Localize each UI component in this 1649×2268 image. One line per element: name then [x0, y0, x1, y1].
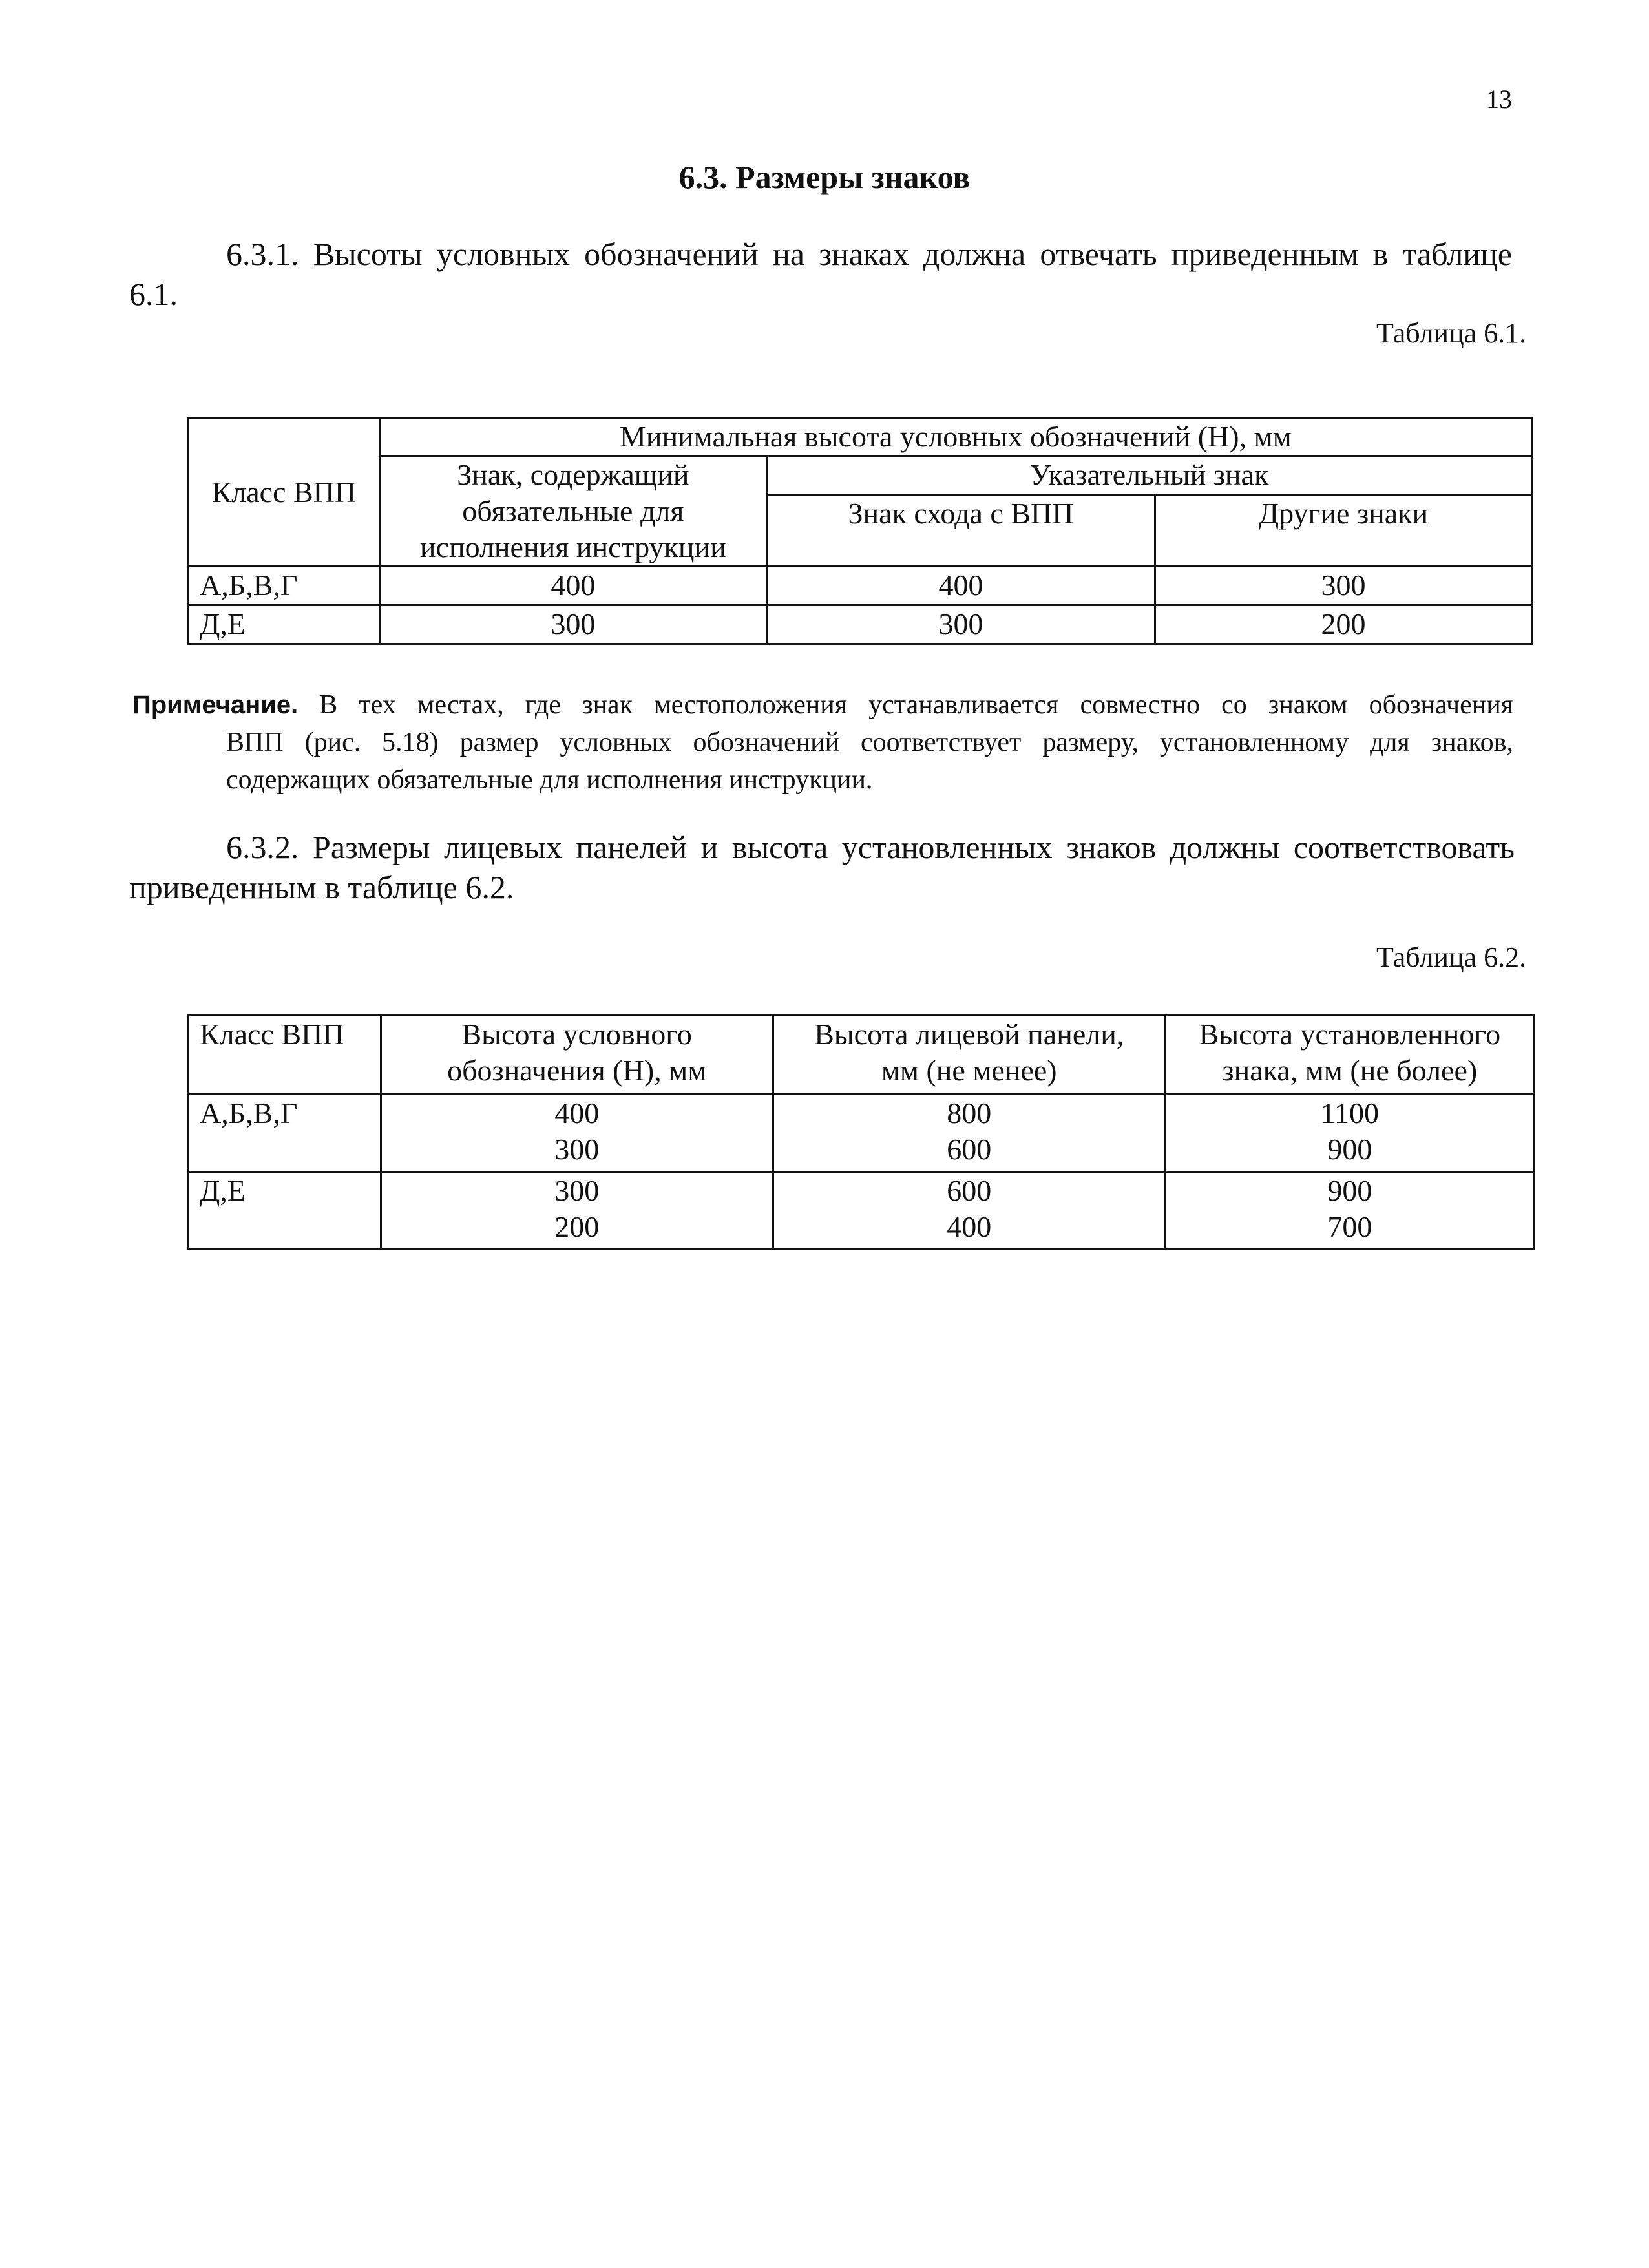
table-6-2-cell-symbol — [381, 1172, 773, 1250]
table-6-2 — [187, 1014, 1535, 1250]
table-6-2-value: 900 — [1327, 1133, 1372, 1166]
table-6-2-header-class: Класс ВПП — [189, 1016, 381, 1095]
note-text-line1: В тех местах, где знак местоположения устанавливается совместно со знаком обозначения — [319, 690, 1514, 720]
table-6-2-value: 200 — [554, 1210, 600, 1243]
table-6-1-cell-other: 200 — [1155, 605, 1531, 644]
table-6-1-cell-exit: 400 — [766, 567, 1155, 605]
table-6-2-value: 700 — [1327, 1210, 1372, 1243]
table-6-1-cell-exit: 300 — [766, 605, 1155, 644]
table-6-2-cell-sign — [1165, 1172, 1534, 1250]
table-6-2-header-panel-line2: мм (не менее) — [881, 1054, 1057, 1087]
note-line1 — [132, 686, 1513, 724]
table-6-2-header-sign-line1: Высота установленного — [1199, 1018, 1501, 1051]
note-text-line3: содержащих обязательные для исполнения инструкции. — [226, 765, 873, 795]
note-text-line2: ВПП (рис. 5.18) размер условных обозначений соответствует размеру, установленному для знаков, — [226, 728, 1513, 757]
table-6-2-value: 400 — [947, 1210, 992, 1243]
table-6-2-header-symbol-line1: Высота условного — [461, 1018, 692, 1051]
table-6-1-cell-other: 300 — [1155, 567, 1531, 605]
table-6-2-cell-class: А,Б,В,Г — [189, 1095, 381, 1172]
table-6-2-cell-class: Д,Е — [189, 1172, 381, 1250]
table-6-1-cell-mandatory: 300 — [379, 605, 766, 644]
table-6-2-value: 300 — [554, 1133, 600, 1166]
table-6-2-header-panel-line1: Высота лицевой панели, — [814, 1018, 1124, 1051]
table-6-1-header-min-height: Минимальная высота условных обозначений (Н), мм — [379, 418, 1531, 456]
table-6-2-header-symbol — [381, 1016, 773, 1095]
table-6-2-cell-panel — [773, 1172, 1165, 1250]
table-6-2-cell-symbol — [381, 1095, 773, 1172]
paragraph-6-3-1-line1: 6.3.1. Высоты условных обозначений на знаках должна отвечать приведенным в таблице — [226, 236, 1512, 272]
table-6-1-header-mandatory-line1: Знак, содержащий — [457, 458, 689, 491]
table-6-1-header-exit: Знак схода с ВПП — [766, 495, 1155, 567]
table-6-2-header-sign-line2: знака, мм (не более) — [1222, 1054, 1478, 1087]
table-6-1-header-mandatory-line3: исполнения инструкции — [419, 530, 726, 563]
table-6-2-caption: Таблица 6.2. — [1376, 941, 1527, 973]
table-6-1-caption: Таблица 6.1. — [1376, 317, 1527, 349]
table-6-1-header-direction: Указательный знак — [766, 456, 1531, 495]
table-row — [189, 605, 1532, 644]
table-6-1-header-mandatory-line2: обязательные для — [462, 494, 684, 527]
table-6-2-value: 600 — [947, 1133, 992, 1166]
table-6-1-header-class: Класс ВПП — [189, 418, 380, 567]
table-6-2-header-symbol-line2: обозначения (Н), мм — [447, 1054, 707, 1087]
section-title: 6.3. Размеры знаков — [678, 159, 971, 195]
table-6-1-header-other: Другие знаки — [1155, 495, 1531, 567]
paragraph-6-3-1-line2: 6.1. — [129, 276, 178, 312]
page-number: 13 — [1486, 85, 1512, 114]
table-6-2-value: 300 — [554, 1174, 600, 1207]
note-label: Примечание. — [132, 691, 299, 719]
table-6-1-header-mandatory — [379, 456, 766, 567]
table-6-1-cell-class: Д,Е — [189, 605, 380, 644]
table-6-2-value: 1100 — [1320, 1097, 1379, 1129]
table-6-2-value: 400 — [554, 1097, 600, 1129]
table-row — [189, 1172, 1535, 1250]
table-row — [189, 1095, 1535, 1172]
table-6-1-cell-mandatory: 400 — [379, 567, 766, 605]
table-6-2-header-panel — [773, 1016, 1165, 1095]
table-6-1 — [187, 417, 1533, 645]
table-row — [189, 567, 1532, 605]
paragraph-6-3-2-line1: 6.3.2. Размеры лицевых панелей и высота установленных знаков должны соответствовать — [226, 829, 1515, 865]
table-6-2-header-sign — [1165, 1016, 1534, 1095]
table-6-2-value: 800 — [947, 1097, 992, 1129]
paragraph-6-3-2-line2: приведенным в таблице 6.2. — [129, 869, 514, 905]
table-6-2-cell-sign — [1165, 1095, 1534, 1172]
table-6-2-value: 600 — [947, 1174, 992, 1207]
table-6-2-cell-panel — [773, 1095, 1165, 1172]
table-6-1-cell-class: А,Б,В,Г — [189, 567, 380, 605]
table-6-2-value: 900 — [1327, 1174, 1372, 1207]
